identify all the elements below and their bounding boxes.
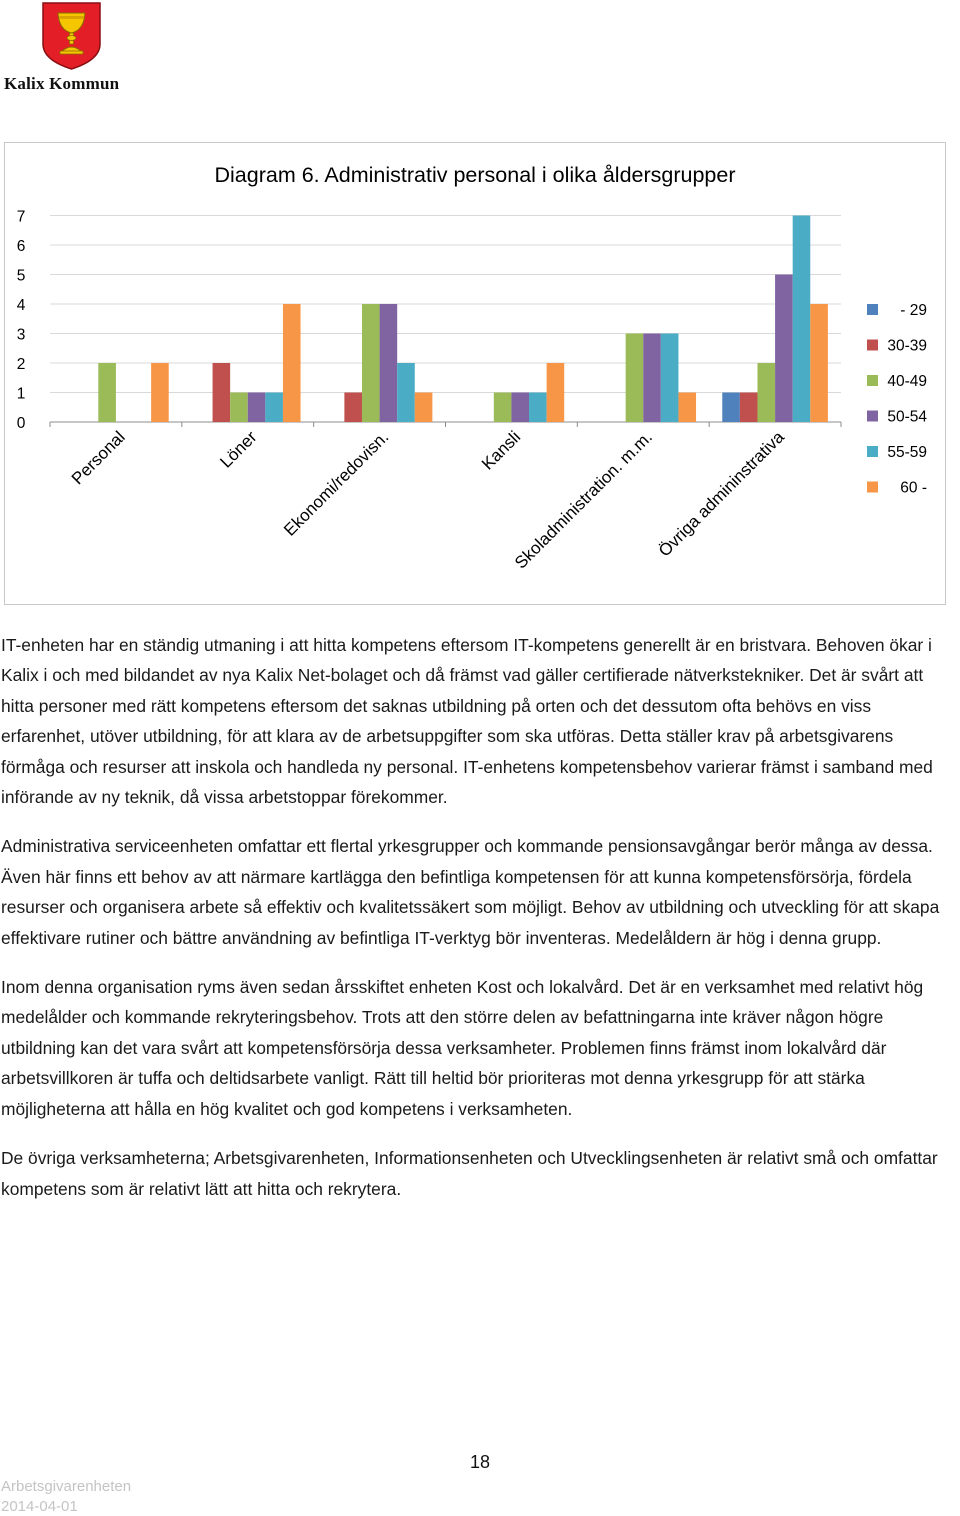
legend-swatch (867, 411, 878, 422)
x-category-label: Löner (216, 427, 261, 472)
legend-label: 60 - (900, 479, 927, 497)
org-name: Kalix Kommun (4, 74, 120, 93)
paragraph-admin-service: Administrativa serviceenheten omfattar ett flertal yrkesgrupper och kommande pensionsavgångar berör många av dessa. Även här finns ett behov av att närmare kartlägga den befintliga kompetensen för att kunna kompetensförsörja, fördela resurser och organisera arbete så effektiv och kvalitetssäkert som möjligt. Behov av utbildning och utveckling för att skapa effektivare rutiner och bättre användning av befintliga IT-verktyg bör inventeras. Medelåldern är hög i denna grupp. (1, 836, 940, 948)
bar (415, 393, 433, 423)
y-tick-label: 7 (16, 208, 26, 226)
y-tick-label: 6 (16, 238, 26, 255)
x-category-label: Skoladministration. m.m. (511, 427, 657, 573)
bar (98, 363, 116, 422)
y-tick-label: 3 (16, 326, 26, 344)
bar (151, 363, 169, 422)
y-tick-label: 2 (16, 356, 26, 373)
legend-swatch (867, 375, 878, 386)
legend-swatch (867, 446, 878, 457)
bar (793, 216, 811, 423)
bar (661, 334, 679, 423)
x-category-label: Personal (67, 427, 129, 489)
bar-chart-svg (5, 143, 945, 604)
legend-swatch (867, 304, 878, 315)
bar (547, 363, 565, 422)
bar (810, 304, 828, 422)
x-category-label: Övriga admininstrativa (654, 427, 788, 561)
bar (511, 393, 529, 423)
legend-swatch (867, 340, 878, 351)
bar (757, 363, 775, 422)
bar (380, 304, 398, 422)
legend-label: 30-39 (887, 337, 927, 355)
page-number: 18 (469, 1452, 491, 1472)
bar (344, 393, 362, 423)
y-tick-label: 5 (16, 267, 26, 285)
bar (643, 334, 661, 423)
paragraph-ovriga: De övriga verksamheterna; Arbetsgivarenheten, Informationsenheten och Utvecklingsenheten är relativt små och omfattar kompetens som är relativt lätt att hitta och rekrytera. (1, 1148, 938, 1199)
bar (740, 393, 758, 423)
legend-label: 40-49 (887, 373, 927, 390)
bar (722, 393, 740, 423)
bar-chart (4, 142, 946, 605)
bar (265, 393, 283, 423)
bar (362, 304, 380, 422)
bar (529, 393, 547, 423)
bar (248, 393, 266, 423)
bar (494, 393, 512, 423)
y-tick-label: 4 (16, 297, 26, 314)
chart-title: Diagram 6. Administrativ personal i olika åldersgrupper (214, 163, 736, 187)
bar (283, 304, 301, 422)
bar (230, 393, 248, 423)
legend-label: 50-54 (887, 408, 927, 426)
kalix-logo (0, 0, 160, 100)
x-category-label: Ekonomi/redovisn. (280, 427, 393, 540)
bar (775, 275, 793, 423)
legend-swatch (867, 482, 878, 493)
body-text (1, 630, 959, 1223)
footer-org: Arbetsgivarenheten (1, 1478, 132, 1495)
paragraph-it: IT-enheten har en ständig utmaning i att hitta kompetens eftersom IT-kompetens generellt är en bristvara. Behoven ökar i Kalix i och med bildandet av nya Kalix Net-bolaget och då främst vad gäller certifierade nätverkstekniker. Det är svårt att hitta personer med rätt kompetens eftersom det saknas utbildning på orten och det dessutom ofta behövs en viss erfarenhet, utöver utbildning, för att klara av de arbetsuppgifter som ska utföras. Detta ställer krav på arbetsgivarens förmåga och resurser att inskola och handleda ny personal. IT-enhetens kompetensbehov varierar främst i samband med införande av ny teknik, då vissa arbetstoppar förekommer. (1, 635, 933, 808)
legend-label: - 29 (900, 302, 927, 319)
x-category-label: Kansli (478, 427, 525, 474)
footer-date: 2014-04-01 (1, 1498, 78, 1515)
legend-label: 55-59 (887, 444, 927, 461)
bar (213, 363, 231, 422)
kalix-coat-of-arms-icon (0, 0, 110, 72)
bar (397, 363, 415, 422)
paragraph-kost-lokalvard: Inom denna organisation ryms även sedan årsskiftet enheten Kost och lokalvård. Det är en verksamhet med relativt hög medelålder och kommande rekryteringsbehov. Trots att den större delen av befattningarna inte kräver någon högre utbildning kan det vara svårt att kompetensförsörja dessa verksamheter. Problemen finns främst inom lokalvård där arbetsvillkoren är tuffa och deltidsarbete vanligt. Rätt till heltid bör prioriteras mot denna yrkesgrupp för att stärka möjligheterna att hålla en hög kvalitet och god kompetens i verksamheten. (1, 977, 924, 1119)
y-tick-label: 1 (16, 385, 26, 403)
bar (626, 334, 644, 423)
y-tick-label: 0 (16, 415, 26, 432)
bar (678, 393, 696, 423)
